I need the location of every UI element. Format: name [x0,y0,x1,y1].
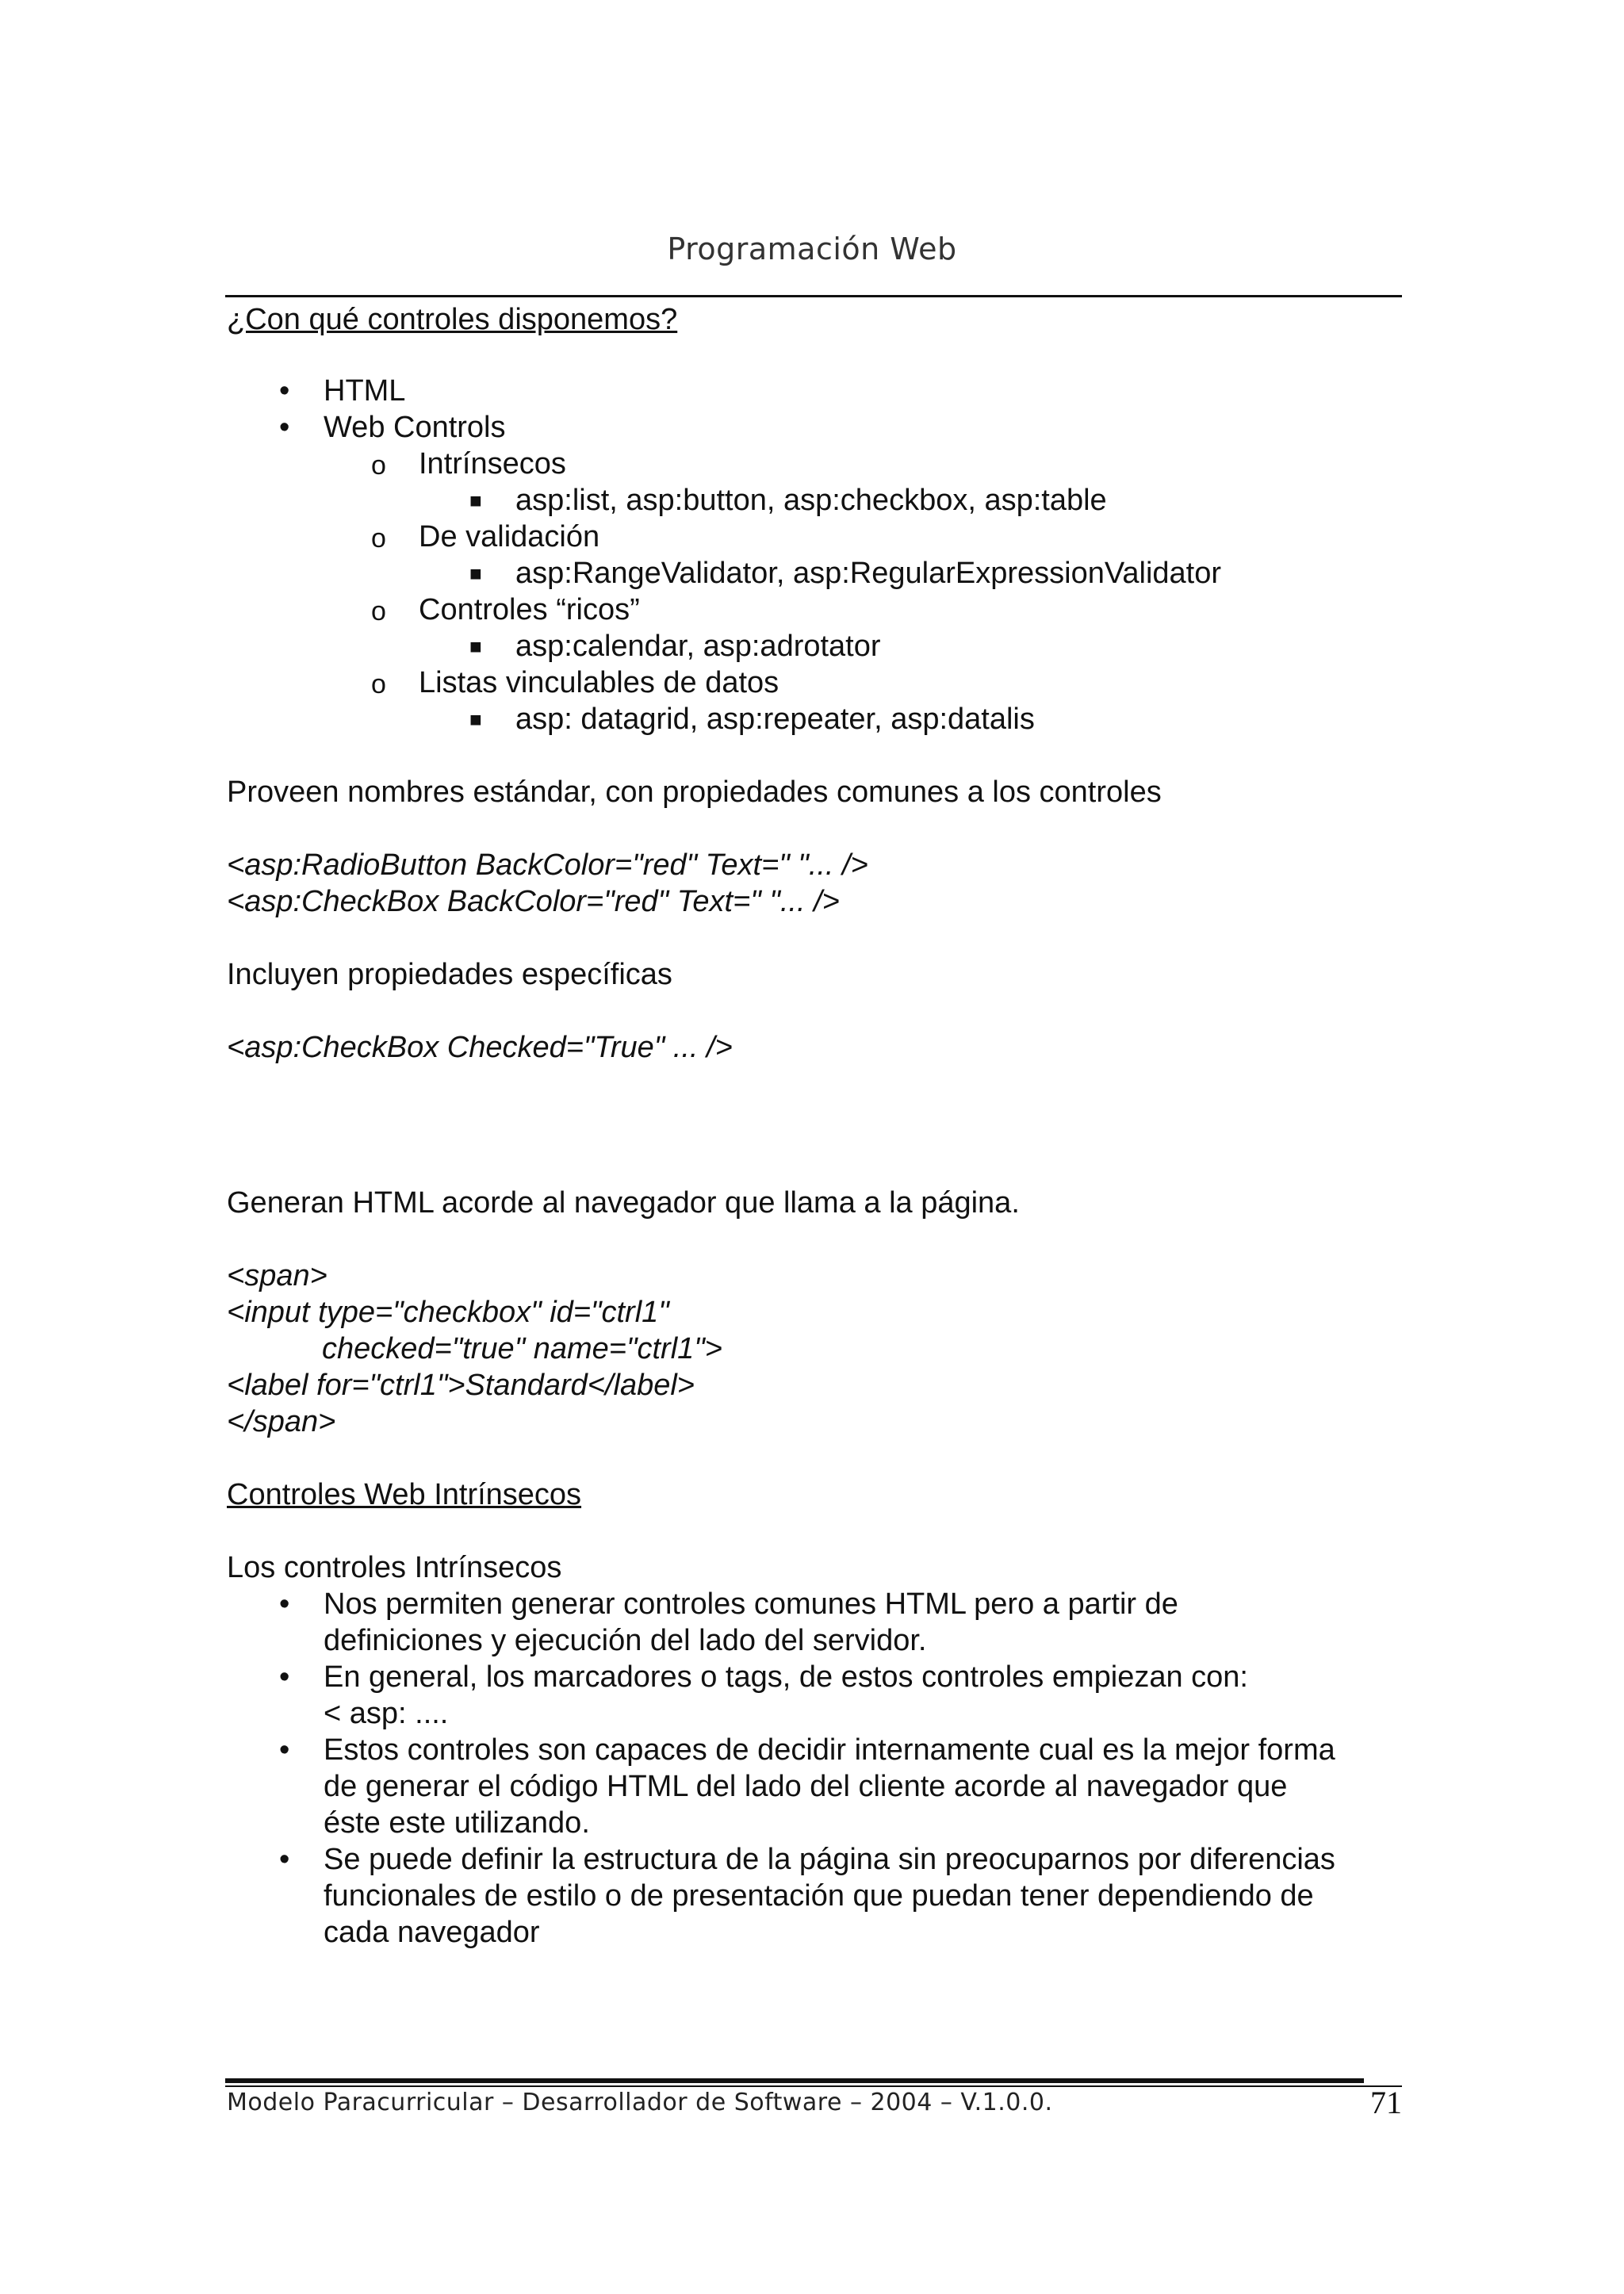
code-line: <label for="ctrl1">Standard</label> [227,1369,695,1402]
list-item-web-controls: • Web Controls [279,411,506,444]
bullet-icon: • [279,374,290,408]
list-item-html: • HTML [279,374,406,408]
bullet-icon: • [279,1733,290,1767]
square-bullet-icon: ■ [469,634,482,658]
code-line: checked="true" name="ctrl1"> [322,1332,722,1365]
sublist-detail: ■ asp:RangeValidator, asp:RegularExpressionValidator [469,557,1222,590]
code-line: <input type="checkbox" id="ctrl1" [227,1296,669,1329]
bullet-icon: • [279,1587,290,1621]
code-line: <asp:CheckBox Checked="True" ... /> [227,1031,733,1064]
list-item: • Se puede definir la estructura de la página sin preocuparnos por diferencias funcionales de estilo o de presentación que puedan tener dependiendo de cada navegador [279,1843,1335,1949]
bullet-icon: • [279,411,290,444]
sublist-detail: ■ asp:calendar, asp:adrotator [469,630,881,663]
section-heading-intrinsic: Controles Web Intrínsecos [227,1478,582,1511]
code-line: <span> [227,1259,327,1293]
sublist-item: o De validación [227,519,1400,555]
list-item: • En general, los marcadores o tags, de estos controles empiezan con: < asp: .... [279,1660,1248,1730]
page-header: Programación Web [667,232,957,266]
code-line: <asp:RadioButton BackColor="red" Text=" "... /> [227,848,868,882]
section-heading-controls: ¿Con qué controles disponemos? [227,303,678,336]
list-item: • Estos controles son capaces de decidir internamente cual es la mejor forma de generar el código HTML del lado del cliente acorde al navegador que éste este utilizando. [279,1733,1335,1840]
footer-text: Modelo Paracurricular – Desarrollador de Software – 2004 – V.1.0.0. [227,2089,1053,2116]
footer-rule-thin [225,2085,1402,2087]
square-bullet-icon: ■ [469,707,482,731]
square-bullet-icon: ■ [469,488,482,512]
paragraph-generate-html: Generan HTML acorde al navegador que llama a la página. [227,1186,1020,1220]
sublist-detail: ■ asp:list, asp:button, asp:checkbox, asp:table [469,484,1107,517]
sublist-item: o Listas vinculables de datos [227,664,1400,701]
list-item: • Nos permiten generar controles comunes HTML pero a partir de definiciones y ejecución del lado del servidor. [279,1587,1178,1657]
circle-bullet-icon: o [371,450,386,481]
paragraph-specific-props: Incluyen propiedades específicas [227,958,672,991]
sublist-item: o Intrínsecos [227,446,1400,482]
circle-bullet-icon: o [371,669,386,699]
sublist-item: o Controles “ricos” [227,592,1400,628]
header-rule [225,295,1402,297]
paragraph-intro: Los controles Intrínsecos [227,1551,562,1584]
square-bullet-icon: ■ [469,561,482,585]
paragraph-standard-names: Proveen nombres estándar, con propiedades comunes a los controles [227,776,1162,809]
bullet-icon: • [279,1660,290,1694]
code-line: </span> [227,1405,336,1438]
sublist-detail: ■ asp: datagrid, asp:repeater, asp:datalis [469,703,1035,736]
circle-bullet-icon: o [371,523,386,553]
code-line: <asp:CheckBox BackColor="red" Text=" "... /> [227,885,840,918]
page-content [227,301,1400,1951]
bullet-icon: • [279,1843,290,1876]
footer-rule-thick [225,2078,1364,2083]
page-number: 71 [1370,2085,1402,2120]
circle-bullet-icon: o [371,596,386,626]
